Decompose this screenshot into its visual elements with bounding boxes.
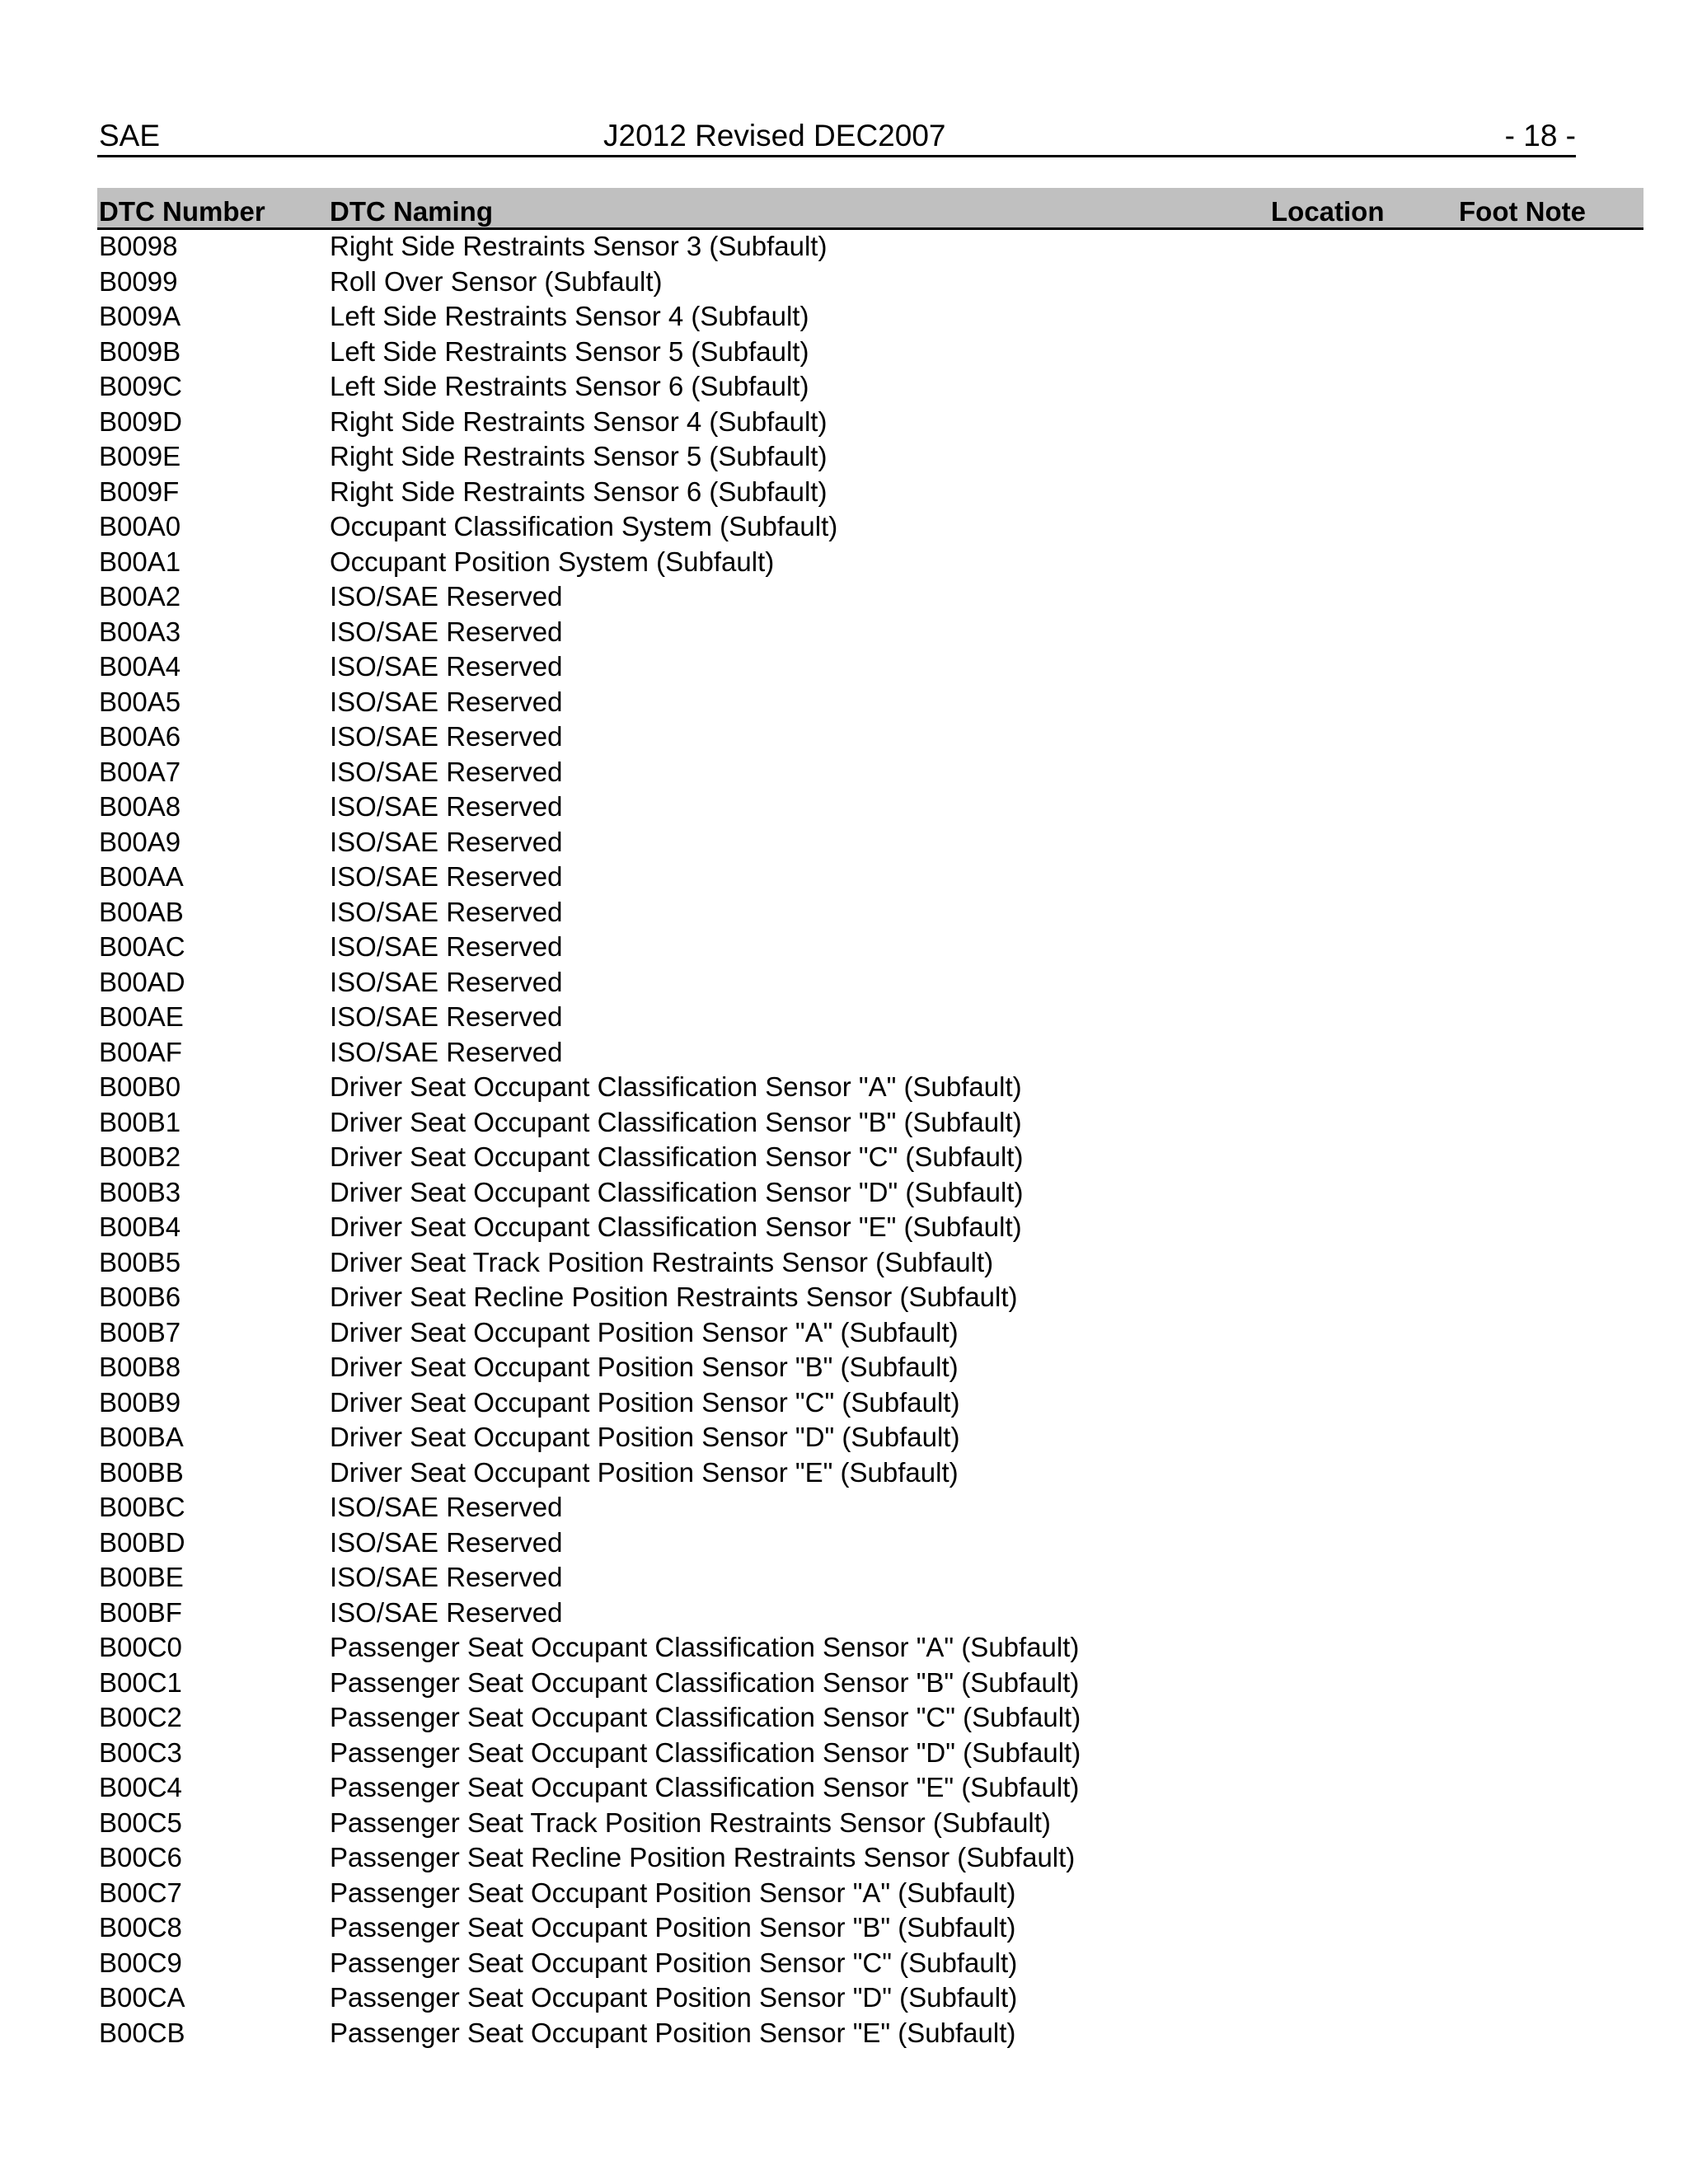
dtc-naming-cell: Passenger Seat Occupant Classification Sensor "D" (Subfault) — [330, 1736, 1081, 1768]
dtc-number-cell: B00A2 — [99, 581, 181, 612]
dtc-naming-cell: Passenger Seat Occupant Position Sensor "A" (Subfault) — [330, 1877, 1016, 1908]
table-row — [97, 439, 1643, 475]
dtc-naming-cell: Passenger Seat Occupant Position Sensor "C" (Subfault) — [330, 1947, 1018, 1978]
dtc-number-cell: B00B7 — [99, 1316, 181, 1347]
table-row — [97, 790, 1643, 825]
dtc-number-cell: B00AF — [99, 1036, 182, 1067]
dtc-number-cell: B00B5 — [99, 1246, 181, 1277]
dtc-number-cell: B00C5 — [99, 1807, 182, 1838]
dtc-number-cell: B00A6 — [99, 721, 181, 752]
table-row — [97, 369, 1643, 405]
dtc-number-cell: B00A4 — [99, 651, 181, 682]
dtc-naming-cell: Driver Seat Occupant Classification Sensor "D" (Subfault) — [330, 1176, 1024, 1207]
table-row — [97, 1070, 1643, 1105]
dtc-naming-cell: ISO/SAE Reserved — [330, 791, 563, 822]
table-row — [97, 2016, 1643, 2051]
dtc-naming-cell: Passenger Seat Occupant Classification Sensor "C" (Subfault) — [330, 1702, 1081, 1732]
table-row — [97, 825, 1643, 860]
table-row — [97, 1455, 1643, 1491]
table-row — [97, 1385, 1643, 1421]
dtc-naming-cell: Passenger Seat Track Position Restraints Sensor (Subfault) — [330, 1807, 1051, 1838]
dtc-naming-cell: Right Side Restraints Sensor 3 (Subfault) — [330, 231, 828, 261]
table-row — [97, 1700, 1643, 1736]
dtc-number-cell: B009C — [99, 371, 182, 401]
dtc-naming-cell: ISO/SAE Reserved — [330, 826, 563, 857]
dtc-number-cell: B00BA — [99, 1422, 184, 1452]
dtc-number-cell: B009F — [99, 476, 180, 507]
column-header-dtc-naming: DTC Naming — [330, 196, 493, 227]
dtc-naming-cell: ISO/SAE Reserved — [330, 931, 563, 962]
dtc-number-cell: B00A1 — [99, 546, 181, 577]
dtc-naming-cell: ISO/SAE Reserved — [330, 651, 563, 682]
dtc-number-cell: B00B9 — [99, 1386, 181, 1418]
dtc-number-cell: B00A0 — [99, 511, 181, 541]
dtc-naming-cell: Passenger Seat Occupant Position Sensor "D" (Subfault) — [330, 1982, 1018, 2013]
table-row — [97, 965, 1643, 1001]
table-row — [97, 579, 1643, 615]
table-row — [97, 1210, 1643, 1245]
dtc-number-cell: B00C2 — [99, 1702, 182, 1732]
dtc-number-cell: B00B0 — [99, 1071, 181, 1102]
dtc-number-cell: B00B4 — [99, 1212, 181, 1242]
dtc-number-cell: B00B8 — [99, 1352, 181, 1382]
table-row — [97, 1420, 1643, 1455]
dtc-naming-cell: Driver Seat Occupant Classification Sensor "C" (Subfault) — [330, 1141, 1024, 1172]
dtc-naming-cell: ISO/SAE Reserved — [330, 721, 563, 752]
table-row — [97, 1806, 1643, 1841]
dtc-naming-cell: Passenger Seat Occupant Classification Sensor "B" (Subfault) — [330, 1666, 1080, 1698]
dtc-number-cell: B00C3 — [99, 1736, 182, 1768]
dtc-number-cell: B009B — [99, 335, 181, 367]
dtc-number-cell: B00B1 — [99, 1106, 181, 1137]
table-row — [97, 405, 1643, 440]
table-row — [97, 895, 1643, 930]
dtc-number-cell: B00C8 — [99, 1912, 182, 1943]
dtc-number-cell: B00C7 — [99, 1877, 182, 1908]
table-row — [97, 1946, 1643, 1981]
dtc-number-cell: B00B3 — [99, 1176, 181, 1207]
dtc-number-cell: B00BD — [99, 1526, 185, 1558]
table-row — [97, 1315, 1643, 1351]
column-header-dtc-number: DTC Number — [99, 196, 265, 227]
table-header-row — [97, 188, 1643, 230]
dtc-number-cell: B00B2 — [99, 1141, 181, 1172]
table-row — [97, 335, 1643, 370]
dtc-number-cell: B0098 — [99, 231, 178, 261]
table-row — [97, 1980, 1643, 2016]
table-row — [97, 1840, 1643, 1876]
dtc-number-cell: B009D — [99, 405, 182, 437]
table-row — [97, 265, 1643, 300]
dtc-number-cell: B00A7 — [99, 756, 181, 787]
dtc-naming-cell: Right Side Restraints Sensor 4 (Subfault) — [330, 405, 828, 437]
table-row — [97, 615, 1643, 650]
dtc-naming-cell: Roll Over Sensor (Subfault) — [330, 265, 663, 297]
dtc-naming-cell: Driver Seat Occupant Position Sensor "A" (Subfault) — [330, 1316, 959, 1347]
table-row — [97, 509, 1643, 545]
dtc-number-cell: B00BE — [99, 1562, 184, 1592]
dtc-number-cell: B00A9 — [99, 826, 181, 857]
dtc-number-cell: B00AC — [99, 931, 185, 962]
dtc-naming-cell: ISO/SAE Reserved — [330, 616, 563, 647]
header-document-id: J2012 Revised DEC2007 — [603, 119, 946, 152]
table-row — [97, 1175, 1643, 1211]
dtc-number-cell: B00C0 — [99, 1632, 182, 1662]
table-row — [97, 930, 1643, 965]
dtc-naming-cell: Driver Seat Occupant Classification Sensor "E" (Subfault) — [330, 1212, 1022, 1242]
dtc-naming-cell: Driver Seat Occupant Classification Sensor "B" (Subfault) — [330, 1106, 1022, 1137]
dtc-naming-cell: Passenger Seat Occupant Position Sensor "E" (Subfault) — [330, 2017, 1016, 2048]
dtc-naming-cell: Occupant Position System (Subfault) — [330, 546, 775, 577]
dtc-naming-cell: Driver Seat Occupant Position Sensor "B" (Subfault) — [330, 1352, 959, 1382]
table-row — [97, 1105, 1643, 1141]
dtc-naming-cell: ISO/SAE Reserved — [330, 966, 563, 997]
dtc-naming-cell: ISO/SAE Reserved — [330, 1562, 563, 1592]
dtc-number-cell: B00BB — [99, 1456, 184, 1488]
dtc-number-cell: B009A — [99, 301, 181, 331]
table-row — [97, 1596, 1643, 1631]
table-row — [97, 1736, 1643, 1771]
dtc-naming-cell: Passenger Seat Occupant Position Sensor "B" (Subfault) — [330, 1912, 1016, 1943]
dtc-naming-cell: Driver Seat Occupant Classification Sensor "A" (Subfault) — [330, 1071, 1022, 1102]
dtc-naming-cell: Left Side Restraints Sensor 6 (Subfault) — [330, 371, 809, 401]
dtc-number-cell: B00CA — [99, 1982, 185, 2013]
column-header-foot-note: Foot Note — [1459, 196, 1586, 227]
dtc-number-cell: B00B6 — [99, 1282, 181, 1312]
table-row — [97, 1876, 1643, 1911]
dtc-number-cell: B0099 — [99, 265, 178, 297]
dtc-naming-cell: ISO/SAE Reserved — [330, 861, 563, 892]
table-row — [97, 1000, 1643, 1035]
dtc-naming-cell: ISO/SAE Reserved — [330, 686, 563, 717]
table-row — [97, 299, 1643, 335]
dtc-number-cell: B00C6 — [99, 1842, 182, 1872]
dtc-naming-cell: Driver Seat Track Position Restraints Sensor (Subfault) — [330, 1246, 994, 1277]
column-header-location: Location — [1271, 196, 1385, 227]
table-row — [97, 1630, 1643, 1666]
table-row — [97, 1526, 1643, 1561]
dtc-naming-cell: ISO/SAE Reserved — [330, 1036, 563, 1067]
table-row — [97, 1910, 1643, 1946]
dtc-naming-cell: ISO/SAE Reserved — [330, 896, 563, 927]
dtc-number-cell: B00BF — [99, 1596, 182, 1628]
dtc-number-cell: B00C1 — [99, 1666, 182, 1698]
table-row — [97, 685, 1643, 720]
table-row — [97, 1490, 1643, 1526]
dtc-naming-cell: Driver Seat Occupant Position Sensor "D" (Subfault) — [330, 1422, 960, 1452]
dtc-number-cell: B00AB — [99, 896, 184, 927]
dtc-naming-cell: ISO/SAE Reserved — [330, 1526, 563, 1558]
table-row — [97, 229, 1643, 265]
dtc-naming-cell: ISO/SAE Reserved — [330, 1596, 563, 1628]
dtc-naming-cell: Left Side Restraints Sensor 5 (Subfault) — [330, 335, 809, 367]
table-row — [97, 1280, 1643, 1315]
table-row — [97, 719, 1643, 755]
dtc-naming-cell: Right Side Restraints Sensor 5 (Subfault) — [330, 441, 828, 471]
dtc-naming-cell: ISO/SAE Reserved — [330, 581, 563, 612]
dtc-naming-cell: Passenger Seat Recline Position Restraints Sensor (Subfault) — [330, 1842, 1076, 1872]
dtc-number-cell: B00AD — [99, 966, 185, 997]
table-row — [97, 475, 1643, 510]
table-row — [97, 1666, 1643, 1701]
dtc-table-body — [97, 229, 1643, 2050]
dtc-naming-cell: Driver Seat Occupant Position Sensor "E" (Subfault) — [330, 1456, 959, 1488]
dtc-number-cell: B00A8 — [99, 791, 181, 822]
table-row — [97, 1140, 1643, 1175]
dtc-number-cell: B00C9 — [99, 1947, 182, 1978]
dtc-number-cell: B00AE — [99, 1001, 184, 1032]
dtc-number-cell: B009E — [99, 441, 181, 471]
dtc-number-cell: B00AA — [99, 861, 184, 892]
table-row — [97, 1245, 1643, 1281]
dtc-number-cell: B00CB — [99, 2017, 185, 2048]
table-row — [97, 1350, 1643, 1385]
header-org: SAE — [99, 119, 161, 152]
dtc-number-cell: B00BC — [99, 1492, 185, 1522]
dtc-naming-cell: ISO/SAE Reserved — [330, 756, 563, 787]
page-header — [97, 115, 1576, 157]
table-row — [97, 1035, 1643, 1071]
table-row — [97, 1560, 1643, 1596]
dtc-naming-cell: Driver Seat Recline Position Restraints Sensor (Subfault) — [330, 1282, 1018, 1312]
dtc-naming-cell: ISO/SAE Reserved — [330, 1001, 563, 1032]
dtc-naming-cell: Driver Seat Occupant Position Sensor "C" (Subfault) — [330, 1386, 960, 1418]
dtc-number-cell: B00C4 — [99, 1772, 182, 1802]
dtc-number-cell: B00A5 — [99, 686, 181, 717]
dtc-naming-cell: Passenger Seat Occupant Classification Sensor "A" (Subfault) — [330, 1632, 1080, 1662]
table-row — [97, 649, 1643, 685]
dtc-naming-cell: Passenger Seat Occupant Classification Sensor "E" (Subfault) — [330, 1772, 1080, 1802]
dtc-naming-cell: Left Side Restraints Sensor 4 (Subfault) — [330, 301, 809, 331]
header-page-number: - 18 - — [1504, 119, 1576, 152]
dtc-naming-cell: Occupant Classification System (Subfault) — [330, 511, 838, 541]
table-row — [97, 860, 1643, 895]
dtc-naming-cell: Right Side Restraints Sensor 6 (Subfault) — [330, 476, 828, 507]
table-row — [97, 755, 1643, 790]
table-row — [97, 545, 1643, 580]
dtc-naming-cell: ISO/SAE Reserved — [330, 1492, 563, 1522]
dtc-number-cell: B00A3 — [99, 616, 181, 647]
table-row — [97, 1770, 1643, 1806]
